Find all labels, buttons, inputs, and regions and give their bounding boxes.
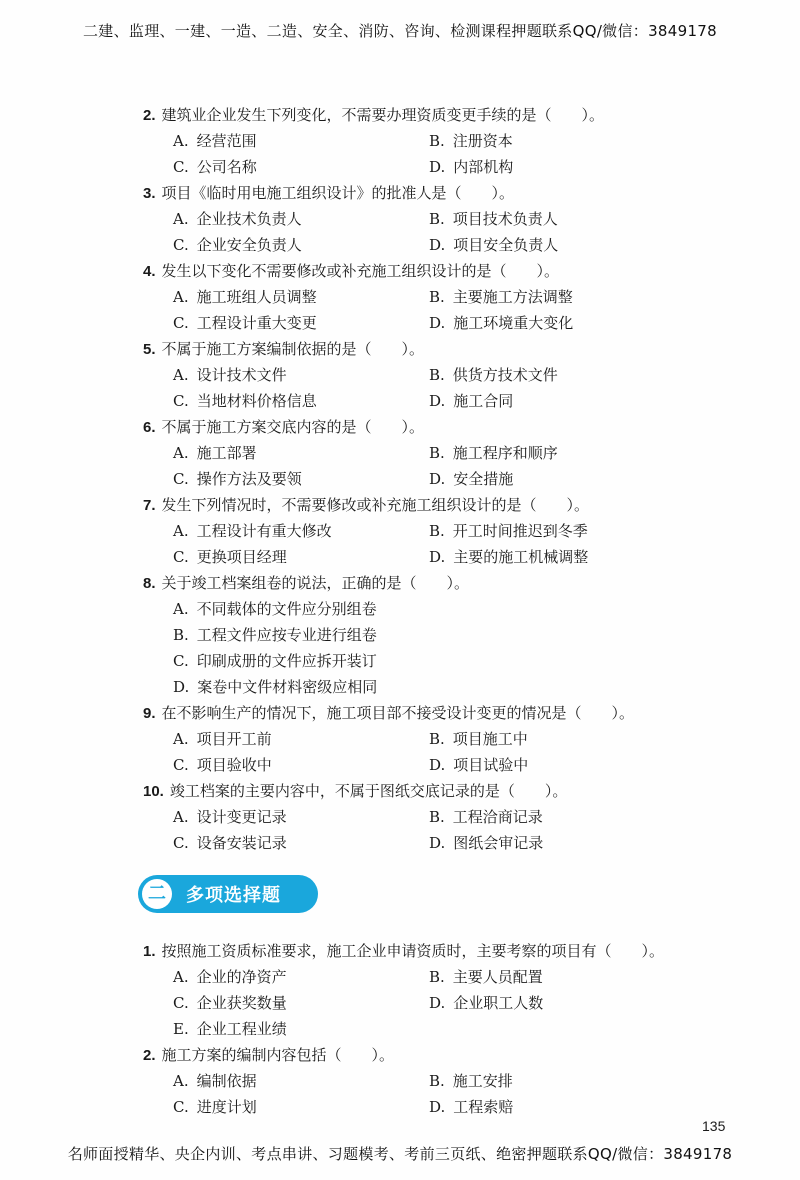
option-letter: C. <box>173 652 189 670</box>
answer-option <box>173 362 429 388</box>
option-text: 工程设计有重大修改 <box>196 522 332 540</box>
option-letter: D. <box>429 470 446 488</box>
question-text: 在不影响生产的情况下，施工项目部不接受设计变更的情况是（ ）。 <box>161 704 635 722</box>
answer-option <box>173 964 429 990</box>
option-letter: B. <box>429 968 445 986</box>
section-header <box>138 874 743 914</box>
answer-option <box>173 830 429 856</box>
option-text: 项目试验中 <box>453 756 529 774</box>
option-text: 工程设计重大变更 <box>196 314 317 332</box>
option-letter: C. <box>173 1098 189 1116</box>
answer-option <box>173 154 429 180</box>
question-number: 1. <box>143 943 156 960</box>
option-letter: D. <box>429 236 446 254</box>
option-text: 供货方技术文件 <box>452 366 558 384</box>
question <box>143 700 743 726</box>
answer-option <box>429 804 685 830</box>
answer-option <box>429 544 685 570</box>
option-letter: A. <box>173 600 189 618</box>
question-text: 关于竣工档案组卷的说法，正确的是（ ）。 <box>161 574 470 592</box>
option-letter: B. <box>429 366 445 384</box>
section-pill <box>138 875 318 913</box>
option-group <box>143 596 743 700</box>
option-text: 设备安装记录 <box>196 834 287 852</box>
question-text: 项目《临时用电施工组织设计》的批准人是（ ）。 <box>161 184 515 202</box>
question-text: 不属于施工方案交底内容的是（ ）。 <box>161 418 425 436</box>
option-letter: D. <box>429 1098 446 1116</box>
option-text: 施工部署 <box>196 444 257 462</box>
option-letter: D. <box>173 678 190 696</box>
question <box>143 778 743 804</box>
answer-option <box>173 440 429 466</box>
question <box>143 1042 743 1068</box>
option-group <box>143 518 743 570</box>
option-letter: B. <box>429 1072 445 1090</box>
question <box>143 102 743 128</box>
option-group <box>143 206 743 258</box>
question <box>143 258 743 284</box>
answer-option <box>429 362 685 388</box>
option-letter: C. <box>173 994 189 1012</box>
option-text: 不同载体的文件应分别组卷 <box>196 600 377 618</box>
answer-option <box>429 990 685 1016</box>
option-text: 开工时间推迟到冬季 <box>452 522 588 540</box>
page-content <box>143 102 743 1120</box>
option-text: 图纸会审记录 <box>453 834 544 852</box>
answer-option <box>173 310 429 336</box>
option-text: 施工环境重大变化 <box>453 314 574 332</box>
option-letter: C. <box>173 756 189 774</box>
answer-option <box>429 830 685 856</box>
answer-option <box>429 466 685 492</box>
option-letter: E. <box>173 1020 189 1038</box>
option-letter: C. <box>173 236 189 254</box>
single-choice-list <box>143 102 743 856</box>
option-group <box>143 1068 743 1120</box>
option-text: 工程文件应按专业进行组卷 <box>196 626 377 644</box>
option-group <box>143 726 743 778</box>
option-text: 操作方法及要领 <box>196 470 302 488</box>
question-number: 6. <box>143 419 156 436</box>
question-number: 10. <box>143 783 164 800</box>
answer-option <box>173 518 429 544</box>
option-letter: B. <box>429 730 445 748</box>
option-text: 企业的净资产 <box>196 968 287 986</box>
option-letter: C. <box>173 470 189 488</box>
option-text: 项目技术负责人 <box>452 210 558 228</box>
option-text: 安全措施 <box>453 470 514 488</box>
option-letter: C. <box>173 392 189 410</box>
answer-option <box>173 622 653 648</box>
option-text: 项目验收中 <box>196 756 272 774</box>
question <box>143 570 743 596</box>
multi-choice-list <box>143 938 743 1120</box>
answer-option <box>429 1068 685 1094</box>
option-group <box>143 284 743 336</box>
question-text: 发生以下变化不需要修改或补充施工组织设计的是（ ）。 <box>161 262 560 280</box>
answer-option <box>173 466 429 492</box>
answer-option <box>173 596 653 622</box>
option-text: 项目开工前 <box>196 730 272 748</box>
footer-banner: 名师面授精华、央企内训、考点串讲、习题模考、考前三页纸、绝密押题联系QQ/微信：3849178 <box>67 1145 733 1163</box>
option-text: 项目施工中 <box>452 730 528 748</box>
option-letter: C. <box>173 834 189 852</box>
option-letter: A. <box>173 730 189 748</box>
option-text: 当地材料价格信息 <box>196 392 317 410</box>
question-text: 施工方案的编制内容包括（ ）。 <box>161 1046 395 1064</box>
option-letter: A. <box>173 132 189 150</box>
option-letter: A. <box>173 210 189 228</box>
option-text: 公司名称 <box>196 158 257 176</box>
answer-option <box>429 726 685 752</box>
question-text: 竣工档案的主要内容中，不属于图纸交底记录的是（ ）。 <box>169 782 568 800</box>
option-text: 主要人员配置 <box>452 968 543 986</box>
option-group <box>143 440 743 492</box>
answer-option <box>173 726 429 752</box>
question-text: 按照施工资质标准要求，施工企业申请资质时，主要考察的项目有（ ）。 <box>161 942 665 960</box>
option-text: 注册资本 <box>452 132 513 150</box>
answer-option <box>173 1094 429 1120</box>
answer-option <box>173 752 429 778</box>
question-number: 3. <box>143 185 156 202</box>
option-text: 经营范围 <box>196 132 257 150</box>
answer-option <box>173 1068 429 1094</box>
option-text: 企业技术负责人 <box>196 210 302 228</box>
option-text: 施工安排 <box>452 1072 513 1090</box>
option-text: 施工程序和顺序 <box>452 444 558 462</box>
option-letter: A. <box>173 808 189 826</box>
question-text: 建筑业企业发生下列变化，不需要办理资质变更手续的是（ ）。 <box>161 106 605 124</box>
option-letter: B. <box>173 626 189 644</box>
option-text: 企业职工人数 <box>453 994 544 1012</box>
option-letter: A. <box>173 366 189 384</box>
option-letter: B. <box>429 210 445 228</box>
option-text: 工程索赔 <box>453 1098 514 1116</box>
answer-option <box>429 518 685 544</box>
option-letter: D. <box>429 548 446 566</box>
option-letter: D. <box>429 834 446 852</box>
section-badge: 二 <box>142 879 172 909</box>
option-text: 施工合同 <box>453 392 514 410</box>
option-letter: A. <box>173 522 189 540</box>
option-letter: A. <box>173 968 189 986</box>
question <box>143 492 743 518</box>
option-text: 案卷中文件材料密级应相同 <box>197 678 378 696</box>
option-letter: B. <box>429 132 445 150</box>
answer-option <box>429 206 685 232</box>
option-letter: A. <box>173 1072 189 1090</box>
option-letter: D. <box>429 994 446 1012</box>
option-text: 编制依据 <box>196 1072 257 1090</box>
question <box>143 336 743 362</box>
option-text: 主要施工方法调整 <box>452 288 573 306</box>
option-text: 进度计划 <box>196 1098 257 1116</box>
answer-option <box>173 128 429 154</box>
answer-option <box>429 154 685 180</box>
option-text: 企业获奖数量 <box>196 994 287 1012</box>
option-group <box>143 804 743 856</box>
option-letter: D. <box>429 314 446 332</box>
option-letter: C. <box>173 158 189 176</box>
option-text: 印刷成册的文件应拆开装订 <box>196 652 377 670</box>
option-group <box>143 362 743 414</box>
answer-option <box>173 648 653 674</box>
answer-option <box>429 232 685 258</box>
question <box>143 414 743 440</box>
question-number: 4. <box>143 263 156 280</box>
option-letter: B. <box>429 522 445 540</box>
option-letter: D. <box>429 158 446 176</box>
answer-option <box>173 544 429 570</box>
option-letter: B. <box>429 444 445 462</box>
answer-option <box>173 1016 429 1042</box>
option-text: 设计技术文件 <box>196 366 287 384</box>
question-number: 2. <box>143 107 156 124</box>
answer-option <box>429 964 685 990</box>
question-number: 7. <box>143 497 156 514</box>
option-text: 内部机构 <box>453 158 514 176</box>
option-text: 企业工程业绩 <box>196 1020 287 1038</box>
answer-option <box>429 128 685 154</box>
option-text: 设计变更记录 <box>196 808 287 826</box>
option-text: 工程洽商记录 <box>452 808 543 826</box>
page-number: 135 <box>702 1118 726 1134</box>
question <box>143 180 743 206</box>
question-number: 9. <box>143 705 156 722</box>
header-banner: 二建、监理、一建、一造、二造、安全、消防、咨询、检测课程押题联系QQ/微信：3849178 <box>83 22 717 40</box>
option-letter: C. <box>173 548 189 566</box>
option-letter: B. <box>429 288 445 306</box>
option-letter: B. <box>429 808 445 826</box>
option-text: 施工班组人员调整 <box>196 288 317 306</box>
option-text: 主要的施工机械调整 <box>453 548 589 566</box>
answer-option <box>173 232 429 258</box>
answer-option <box>429 1094 685 1120</box>
option-letter: A. <box>173 288 189 306</box>
option-group <box>143 964 743 1042</box>
answer-option <box>429 284 685 310</box>
answer-option <box>173 206 429 232</box>
option-text: 项目安全负责人 <box>453 236 559 254</box>
answer-option <box>173 804 429 830</box>
question-number: 8. <box>143 575 156 592</box>
option-letter: D. <box>429 756 446 774</box>
option-letter: C. <box>173 314 189 332</box>
answer-option <box>429 310 685 336</box>
answer-option <box>173 284 429 310</box>
answer-option <box>173 674 653 700</box>
answer-option <box>429 388 685 414</box>
question-number: 2. <box>143 1047 156 1064</box>
option-letter: A. <box>173 444 189 462</box>
question-text: 发生下列情况时，不需要修改或补充施工组织设计的是（ ）。 <box>161 496 590 514</box>
section-title: 多项选择题 <box>186 885 281 906</box>
answer-option <box>173 388 429 414</box>
question <box>143 938 743 964</box>
option-text: 更换项目经理 <box>196 548 287 566</box>
option-group <box>143 128 743 180</box>
answer-option <box>173 990 429 1016</box>
question-text: 不属于施工方案编制依据的是（ ）。 <box>161 340 425 358</box>
answer-option <box>429 752 685 778</box>
option-letter: D. <box>429 392 446 410</box>
option-text: 企业安全负责人 <box>196 236 302 254</box>
answer-option <box>429 440 685 466</box>
question-number: 5. <box>143 341 156 358</box>
